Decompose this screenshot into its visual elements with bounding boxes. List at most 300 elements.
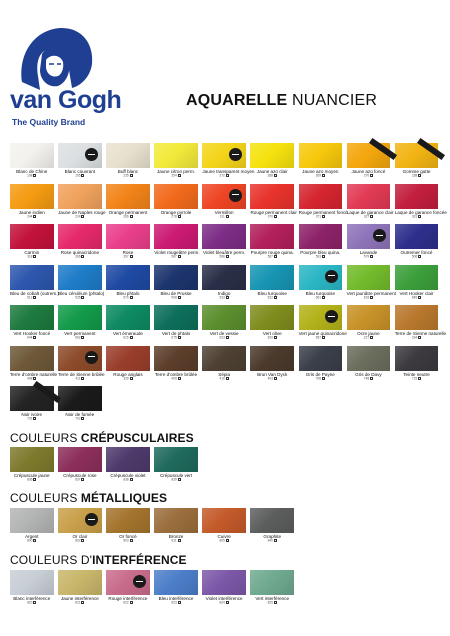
swatch-number: 268	[267, 173, 274, 178]
swatch-meta	[299, 174, 343, 178]
color-chip	[347, 346, 391, 371]
swatch-number: 371	[315, 214, 322, 219]
opacity-square-icon	[178, 601, 181, 604]
swatch-meta	[395, 174, 439, 178]
swatch-name: Gomme gutte	[402, 169, 431, 174]
swatch-meta	[58, 255, 102, 259]
color-swatch	[58, 346, 105, 387]
swatch-number: 416	[219, 376, 226, 381]
swatch-meta	[250, 215, 294, 219]
opacity-square-icon	[274, 377, 277, 380]
swatch-name: Vert jaunâtre permanent	[346, 290, 396, 296]
color-chip	[202, 305, 246, 330]
page-title-light: NUANCIER	[287, 92, 378, 109]
color-swatch	[10, 508, 54, 549]
swatch-number: 533	[219, 295, 226, 300]
swatch-name: Or clair	[72, 534, 88, 539]
color-swatch	[202, 184, 246, 225]
color-chip	[58, 386, 102, 411]
color-swatch	[394, 305, 447, 346]
color-swatch	[106, 224, 150, 265]
color-swatch	[298, 184, 348, 225]
color-chip	[58, 265, 102, 290]
opacity-square-icon	[81, 601, 84, 604]
opacity-square-icon	[418, 296, 421, 299]
section-title-interference: COULEURS D'INTERFÉRENCE	[10, 553, 187, 567]
swatch-number: 838	[123, 477, 130, 482]
swatch-meta	[10, 377, 54, 381]
color-chip	[250, 305, 294, 330]
swatch-number: 644	[27, 335, 34, 340]
color-chip	[10, 386, 54, 411]
swatch-name: Vert interférence	[255, 596, 290, 601]
swatch-number: 512	[27, 295, 34, 300]
opacity-square-icon	[370, 336, 373, 339]
color-chip	[106, 508, 150, 533]
swatch-number: 269	[315, 173, 322, 178]
opacity-square-icon	[322, 255, 325, 258]
color-chip	[106, 184, 150, 209]
swatch-meta	[299, 296, 343, 300]
brand-tagline: The Quality Brand	[12, 117, 86, 127]
swatch-meta	[58, 417, 102, 421]
color-swatch	[10, 143, 54, 184]
opacity-square-icon	[33, 174, 36, 177]
swatch-name: Teinte neutre	[403, 371, 430, 377]
swatch-number: 570	[123, 295, 130, 300]
page-title-bold: AQUARELLE	[186, 92, 288, 109]
swatch-number: 331	[411, 214, 419, 219]
color-chip	[347, 224, 391, 249]
swatch-number: 657	[315, 335, 322, 340]
swatch-name: Vert permanent	[64, 331, 96, 336]
swatch-number: 327	[363, 214, 371, 219]
opacity-square-icon	[274, 174, 277, 177]
swatch-name: Terre d'ombre naturelle	[10, 371, 58, 377]
color-chip	[202, 224, 246, 249]
opacity-square-icon	[33, 215, 36, 218]
swatch-name: Carmin	[24, 250, 40, 255]
color-chip	[58, 346, 102, 371]
color-chip	[154, 508, 198, 533]
opacity-square-icon	[81, 296, 84, 299]
color-chip	[10, 346, 54, 371]
swatch-meta	[106, 296, 150, 300]
color-chip	[154, 305, 198, 330]
swatch-meta	[58, 174, 102, 178]
opacity-square-icon	[33, 296, 36, 299]
section-row-metalliques	[10, 508, 442, 549]
swatch-name: Crépuscule vert	[159, 473, 193, 478]
swatch-meta	[154, 174, 198, 178]
swatch-name: Terre de Sienne naturelle	[394, 331, 447, 336]
opacity-square-icon	[274, 296, 277, 299]
color-swatch	[58, 447, 102, 488]
swatch-meta	[58, 478, 102, 482]
swatch-name: Blanc interférence	[13, 596, 51, 601]
swatch-number: 811	[171, 538, 178, 543]
swatch-name: Violet bleuâtre perm.	[202, 250, 246, 255]
color-chip	[250, 224, 294, 249]
swatch-number: 403	[267, 376, 274, 381]
swatch-name: Bleu phtalo	[116, 290, 140, 296]
van-gogh-portrait-icon	[16, 24, 96, 92]
swatch-name: Lavande	[359, 250, 378, 255]
color-chip	[58, 447, 102, 472]
color-chip	[250, 265, 294, 290]
swatch-name: Or foncé	[119, 534, 137, 539]
swatch-meta	[202, 539, 246, 543]
swatch-name: Gris de Payne	[305, 371, 335, 377]
color-swatch	[154, 305, 198, 346]
swatch-meta	[10, 601, 54, 605]
opacity-square-icon	[370, 215, 373, 218]
opacity-square-icon	[81, 478, 84, 481]
section-title-metalliques: COULEURS MÉTALLIQUES	[10, 491, 168, 505]
swatch-number: 409	[171, 376, 178, 381]
opacity-square-icon	[274, 255, 277, 258]
swatch-meta	[202, 336, 246, 340]
color-chip	[10, 508, 54, 533]
swatch-name: Violet interférence	[205, 596, 243, 601]
color-swatch	[106, 570, 150, 611]
swatch-name: Vert Hooker clair	[399, 290, 434, 296]
swatch-number: 567	[171, 254, 178, 259]
brand-logo	[6, 24, 122, 127]
color-swatch	[106, 447, 150, 488]
swatch-number: 633	[363, 295, 371, 300]
swatch-number: 840	[267, 538, 274, 543]
swatch-meta	[395, 296, 439, 300]
swatch-number: 366	[75, 254, 82, 259]
opacity-square-icon	[81, 539, 84, 542]
color-swatch	[154, 346, 198, 387]
color-chip	[58, 305, 102, 330]
opacity-square-icon	[418, 336, 421, 339]
opacity-square-icon	[33, 601, 36, 604]
swatch-number: 270	[363, 173, 371, 178]
swatch-name: Terre de Sienne brûlée	[58, 371, 105, 377]
swatch-meta	[106, 601, 150, 605]
swatch-meta	[299, 255, 343, 259]
swatch-name: Ocre jaune	[357, 331, 380, 336]
swatch-number: 579	[363, 254, 371, 259]
section-row-crepusculaires	[10, 447, 442, 488]
color-swatch	[10, 386, 54, 427]
swatch-meta	[202, 296, 246, 300]
swatch-number: 702	[75, 416, 82, 421]
swatch-number: 661	[315, 295, 322, 300]
swatch-number: 805	[219, 538, 226, 543]
color-chip	[106, 346, 150, 371]
swatch-meta	[58, 336, 102, 340]
swatch-name: Sépia	[218, 371, 230, 377]
swatch-meta	[347, 174, 391, 178]
swatch-number: 593	[315, 254, 322, 259]
swatch-number: 238	[411, 173, 419, 178]
swatch-meta	[106, 377, 150, 381]
color-chip	[10, 305, 54, 330]
swatch-meta	[347, 296, 391, 300]
swatch-number: 623	[219, 335, 226, 340]
color-swatch	[106, 305, 150, 346]
swatch-meta	[202, 174, 246, 178]
swatch-number: 839	[171, 477, 178, 482]
color-swatch	[58, 224, 102, 265]
corner-band-icon	[417, 138, 445, 160]
opacity-square-icon	[33, 377, 36, 380]
color-swatch	[106, 265, 150, 306]
color-swatch	[154, 570, 198, 611]
swatch-number: 508	[171, 295, 178, 300]
swatch-meta	[154, 539, 198, 543]
swatch-meta	[58, 215, 102, 219]
swatch-name: Gris de Davy	[355, 371, 382, 377]
color-chip	[106, 447, 150, 472]
swatch-number: 615	[123, 335, 130, 340]
color-swatch	[58, 386, 102, 427]
swatch-meta	[106, 215, 150, 219]
color-chip	[395, 143, 439, 168]
color-swatch	[154, 184, 198, 225]
opacity-square-icon	[130, 336, 133, 339]
color-chip	[250, 570, 294, 595]
swatch-meta	[202, 601, 246, 605]
color-swatch	[202, 143, 255, 184]
swatch-meta	[10, 255, 54, 259]
color-swatch	[346, 184, 394, 225]
swatch-name: Brun Van Dyck	[257, 371, 288, 377]
opacity-square-icon	[130, 377, 133, 380]
opacity-square-icon	[274, 539, 277, 542]
color-chip	[250, 346, 294, 371]
swatch-meta	[347, 215, 391, 219]
swatch-meta	[347, 336, 391, 340]
swatch-meta	[202, 255, 246, 259]
granulation-badge-icon	[229, 189, 242, 202]
swatch-name: Rouge permanent foncé	[298, 209, 348, 215]
swatch-number: 820	[27, 600, 34, 605]
swatch-name: Jaune azo clair	[256, 169, 288, 174]
opacity-square-icon	[322, 336, 325, 339]
swatch-number: 235	[123, 173, 130, 178]
color-swatch	[395, 143, 439, 184]
swatch-name: Crépuscule violet	[110, 473, 146, 478]
color-swatch	[395, 224, 439, 265]
opacity-square-icon	[178, 336, 181, 339]
color-swatch	[347, 224, 391, 265]
swatch-number: 224	[75, 214, 82, 219]
color-chip	[10, 224, 54, 249]
swatch-name: Graphite	[263, 534, 282, 539]
swatch-number: 822	[123, 600, 130, 605]
color-chip	[106, 570, 150, 595]
swatch-name: Jaune citron perm.	[157, 169, 196, 174]
swatch-number: 662	[75, 335, 82, 340]
color-swatch	[299, 224, 343, 265]
opacity-square-icon	[81, 215, 84, 218]
color-chip	[10, 143, 54, 168]
color-chip	[58, 570, 102, 595]
swatch-name: Jaune indien	[18, 209, 45, 215]
opacity-square-icon	[322, 215, 325, 218]
opacity-square-icon	[226, 255, 229, 258]
swatch-meta	[106, 336, 150, 340]
color-chip	[106, 224, 150, 249]
opacity-square-icon	[33, 336, 36, 339]
color-chip	[250, 508, 294, 533]
swatch-number: 254	[171, 173, 178, 178]
swatch-number: 311	[219, 214, 226, 219]
swatch-number: 272	[219, 173, 226, 178]
swatch-meta	[202, 215, 246, 219]
swatch-name: Bleu de cobalt (outrem.)	[10, 290, 60, 296]
swatch-meta	[347, 377, 391, 381]
color-chip	[10, 570, 54, 595]
color-swatch	[10, 346, 58, 387]
opacity-square-icon	[33, 539, 36, 542]
color-chip	[58, 224, 102, 249]
color-swatch	[250, 184, 297, 225]
swatch-meta	[250, 174, 294, 178]
color-chip	[202, 143, 246, 168]
swatch-meta	[154, 255, 198, 259]
swatch-name: Buff blanc	[117, 169, 139, 174]
color-chip	[154, 265, 198, 290]
opacity-square-icon	[226, 377, 229, 380]
opacity-square-icon	[178, 539, 181, 542]
color-chip	[10, 184, 54, 209]
color-chip	[299, 305, 343, 330]
swatch-name: Bleu turquoise	[257, 290, 287, 296]
swatch-meta	[202, 377, 246, 381]
swatch-name: Jaune transparent moyen	[202, 169, 255, 174]
opacity-square-icon	[226, 601, 229, 604]
swatch-meta	[10, 296, 54, 300]
opacity-square-icon	[418, 377, 421, 380]
opacity-square-icon	[322, 296, 325, 299]
swatch-name: Terre d'ombre brûlée	[154, 371, 198, 377]
swatch-number: 278	[171, 214, 178, 219]
swatch-meta	[58, 539, 102, 543]
color-chip	[299, 224, 343, 249]
swatch-meta	[10, 539, 54, 543]
color-swatch	[299, 143, 343, 184]
opacity-square-icon	[178, 215, 181, 218]
swatch-name: Vert Hooker foncé	[13, 331, 51, 336]
color-swatch	[347, 305, 391, 346]
color-chip	[395, 265, 439, 290]
swatch-name: Noir ivoire	[21, 412, 43, 417]
granulation-badge-icon	[229, 148, 242, 161]
granulation-badge-icon	[85, 148, 98, 161]
color-chip	[395, 346, 439, 371]
swatch-name: Bleu céruléum (phtalo)	[58, 290, 105, 296]
color-swatch	[250, 224, 294, 265]
swatch-meta	[395, 336, 439, 340]
opacity-square-icon	[81, 417, 84, 420]
color-swatch	[250, 570, 294, 611]
swatch-name: Indigo	[217, 290, 231, 296]
color-swatch	[299, 265, 343, 306]
color-chip	[202, 570, 246, 595]
color-swatch	[154, 508, 198, 549]
color-swatch	[202, 346, 246, 387]
color-swatch	[202, 305, 246, 346]
opacity-square-icon	[226, 539, 229, 542]
swatch-meta	[154, 601, 198, 605]
opacity-square-icon	[274, 601, 277, 604]
color-swatch	[202, 570, 246, 611]
swatch-meta	[58, 601, 102, 605]
swatch-name: Vert jaune quinacridone	[298, 331, 347, 336]
color-swatch	[347, 346, 391, 387]
swatch-meta	[395, 255, 439, 259]
corner-band-icon	[369, 138, 397, 160]
color-chip	[58, 184, 102, 209]
swatch-name: Crépuscule rose	[63, 473, 97, 478]
color-swatch	[106, 346, 150, 387]
swatch-meta	[10, 478, 54, 482]
color-swatch	[395, 346, 439, 387]
page-title	[186, 92, 377, 110]
color-chip	[154, 224, 198, 249]
opacity-square-icon	[130, 296, 133, 299]
color-chip	[154, 143, 198, 168]
swatch-name: Jaune azo moyen	[302, 169, 339, 174]
brand-name: van Gogh	[10, 86, 122, 114]
color-chip	[347, 184, 391, 209]
opacity-square-icon	[178, 174, 181, 177]
opacity-square-icon	[130, 255, 133, 258]
color-chip	[106, 305, 150, 330]
swatch-number: 105	[75, 173, 82, 178]
opacity-square-icon	[33, 417, 36, 420]
swatch-number: 522	[267, 295, 274, 300]
swatch-name: Vert olive	[262, 331, 282, 336]
color-swatch	[10, 224, 54, 265]
swatch-name: Rouge interférence	[108, 596, 148, 601]
color-chip	[347, 265, 391, 290]
swatch-number: 357	[123, 254, 130, 259]
color-swatch	[58, 265, 105, 306]
swatch-name: Bleu interférence	[158, 596, 194, 601]
granulation-badge-icon	[85, 513, 98, 526]
opacity-square-icon	[274, 336, 277, 339]
swatch-name: Violet rougeâtre perm.	[154, 250, 200, 255]
swatch-name: Noir de fumée	[65, 412, 95, 417]
swatch-number: 234	[411, 335, 419, 340]
swatch-number: 701	[27, 416, 34, 421]
opacity-square-icon	[178, 255, 181, 258]
opacity-square-icon	[33, 255, 36, 258]
swatch-number: 620	[267, 335, 274, 340]
swatch-number: 408	[27, 376, 34, 381]
swatch-name: Bronze	[168, 534, 184, 539]
opacity-square-icon	[274, 215, 277, 218]
swatch-number: 803	[123, 538, 130, 543]
swatch-meta	[10, 215, 54, 219]
swatch-meta	[299, 336, 343, 340]
swatch-meta	[250, 255, 294, 259]
swatch-meta	[154, 215, 198, 219]
section-title-crepusculaires: COULEURS CRÉPUSCULAIRES	[10, 431, 194, 445]
opacity-square-icon	[130, 539, 133, 542]
color-chip	[154, 447, 198, 472]
swatch-meta	[10, 417, 54, 421]
opacity-square-icon	[418, 174, 421, 177]
swatch-number: 708	[315, 376, 322, 381]
